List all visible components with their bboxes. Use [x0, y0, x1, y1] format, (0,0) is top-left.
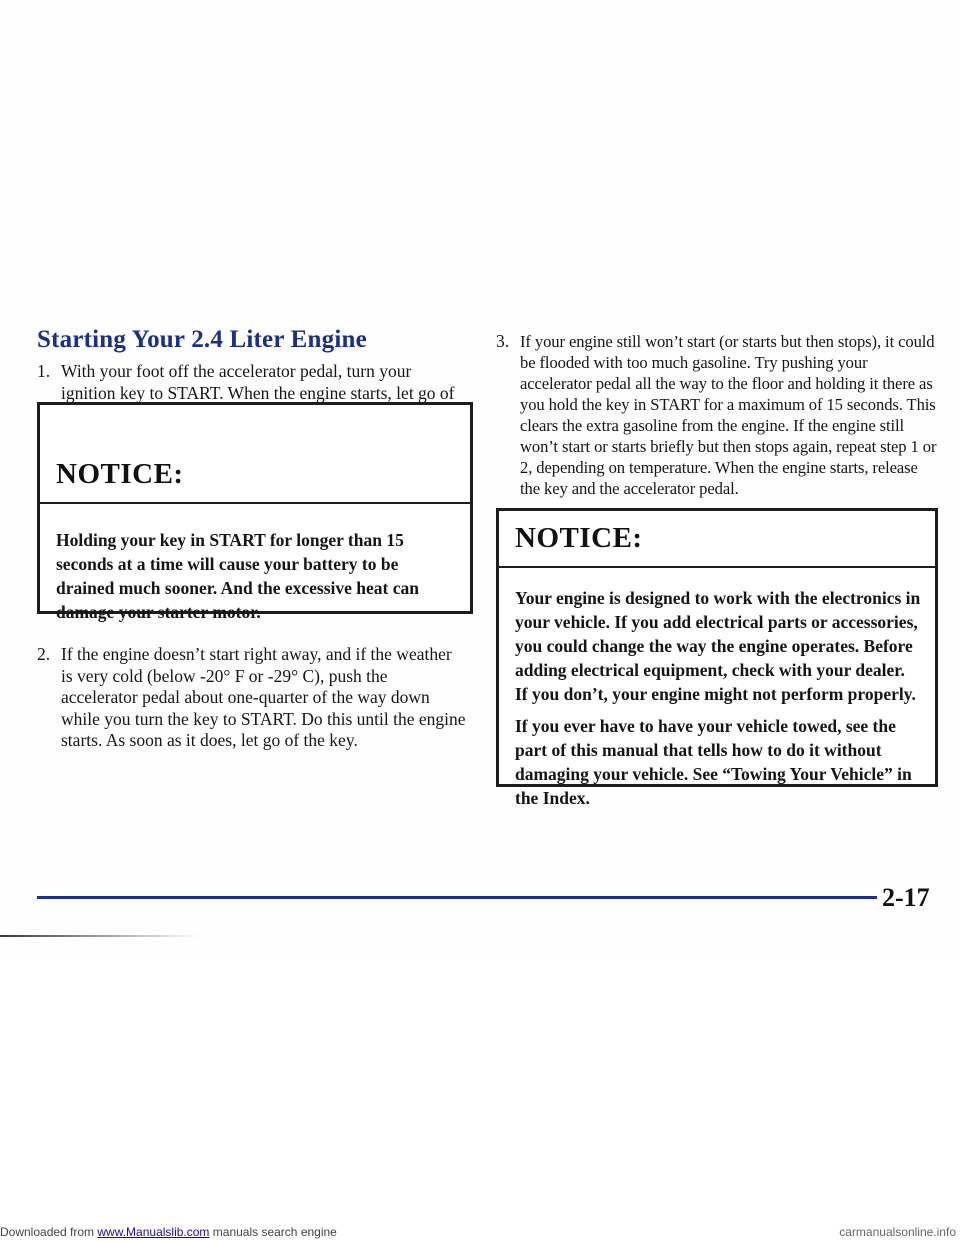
notice-title: NOTICE:	[56, 458, 184, 490]
notice-header	[499, 511, 935, 568]
watermark-prefix: Downloaded from	[0, 1225, 98, 1239]
notice-paragraph: Your engine is designed to work with the electronics in your vehicle. If you add electrical parts or accessories, you could change the way the engine operates. Before adding electrical equipment, check with your dealer. If you don’t, your engine might not perform properly.	[515, 588, 921, 704]
site-watermark: carmanualsonline.info	[839, 1225, 956, 1239]
notice-paragraph: Holding your key in START for longer than 15 seconds at a time will cause your battery to be drained much sooner. And the excessive heat can damage your starter motor.	[56, 530, 419, 622]
notice-body	[499, 568, 935, 828]
footer-rule	[37, 896, 877, 899]
notice-body	[40, 504, 470, 642]
manualslib-link[interactable]: www.Manualslib.com	[97, 1225, 210, 1239]
page-number: 2-17	[882, 883, 930, 912]
download-watermark	[0, 1222, 960, 1242]
step-number: 1.	[37, 361, 51, 381]
section-heading: Starting Your 2.4 Liter Engine	[37, 326, 367, 353]
step-number: 3.	[496, 331, 510, 351]
step-number: 2.	[37, 644, 51, 664]
notice-box-electronics	[496, 508, 938, 808]
watermark-suffix: manuals search engine	[209, 1225, 337, 1239]
notice-box-battery	[37, 402, 473, 622]
notice-header	[40, 447, 470, 504]
step-text: With your foot off the accelerator pedal, turn your ignition key to START. When the engine starts, let go of	[61, 361, 455, 403]
step-text: If the engine doesn’t start right away, and if the weather is very cold (below -20° F or -29° C), push the accelerator pedal about one-quarter of the way down while you turn the key to START. Do this until the engine starts. As soon as it does, let go of the key.	[61, 644, 466, 750]
decorative-rule	[0, 935, 200, 937]
notice-paragraph: If you ever have to have your vehicle towed, see the part of this manual that tells how to do it without damaging your vehicle. See “Towing Your Vehicle” in the Index.	[515, 716, 912, 808]
step-3	[496, 331, 940, 499]
step-text: If your engine still won’t start (or starts but then stops), it could be flooded with too much gasoline. Try pushing your accelerator pedal all the way to the floor and holding it there as you hold the key in START for a maximum of 15 seconds. This clears the extra gasoline from the engine. If the engine still won’t start or starts briefly but then stops again, repeat step 1 or 2, depending on temperature. When the engine starts, release the key and the accelerator pedal.	[520, 332, 937, 498]
step-2	[37, 644, 467, 752]
notice-title: NOTICE:	[515, 522, 643, 554]
